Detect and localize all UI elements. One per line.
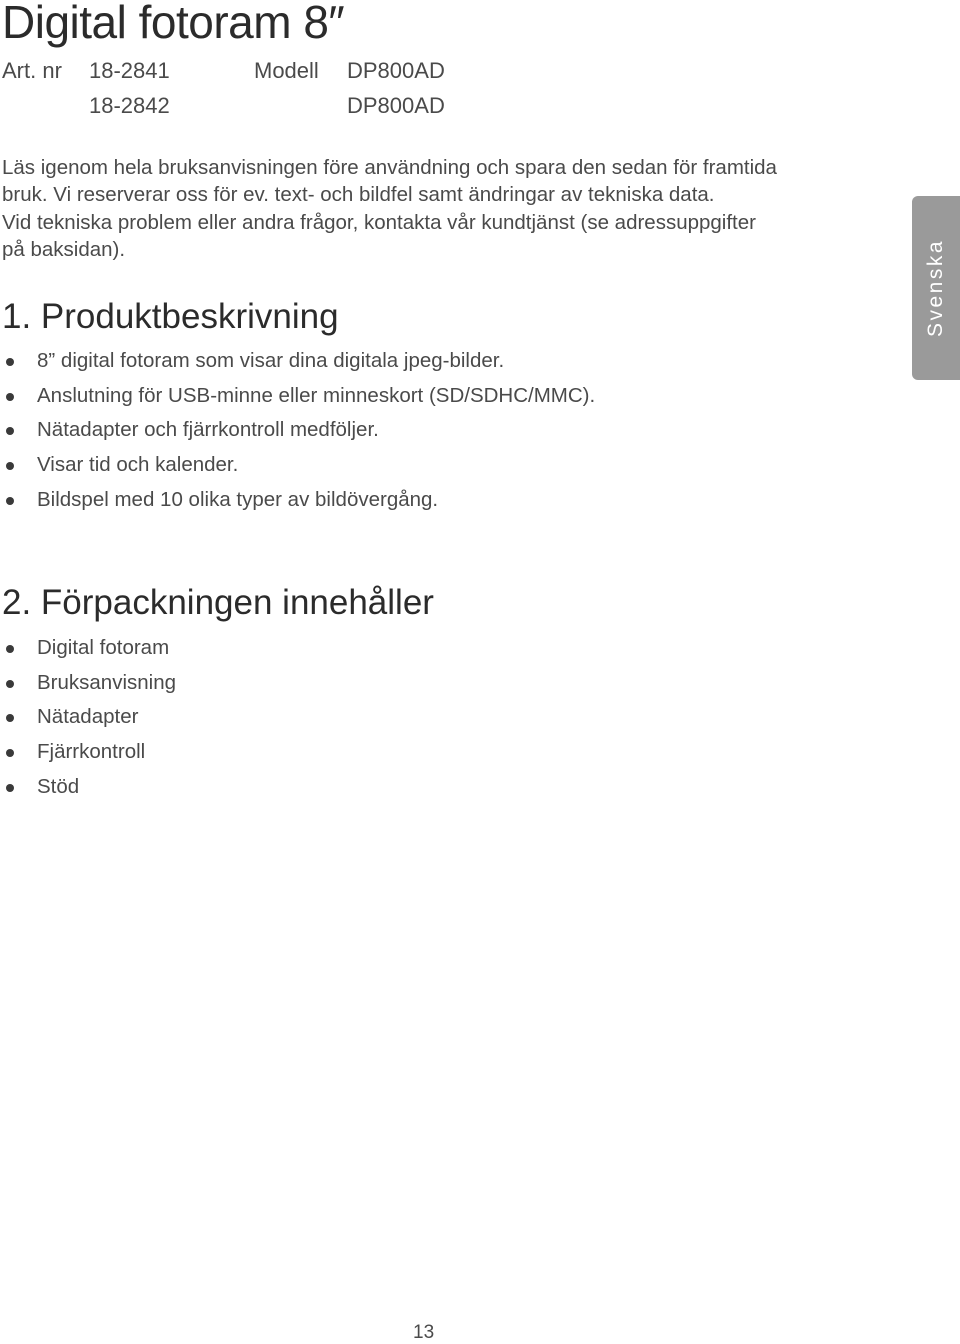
page-number: 13	[413, 1322, 435, 1343]
list-item: Visar tid och kalender.	[0, 448, 595, 483]
art-number: 18-2842	[89, 93, 170, 118]
intro-line: Vid tekniska problem eller andra frågor, kontakta vår kundtjänst (se adressuppgifter	[2, 210, 756, 234]
intro-line: Läs igenom hela bruksanvisningen före användning och spara den sedan för framtida	[2, 156, 777, 179]
art-label: Art. nr	[2, 58, 62, 83]
language-tab	[912, 196, 960, 380]
page-title: Digital fotoram 8″	[2, 0, 345, 48]
list-item: Stöd	[0, 770, 176, 805]
model-label: Modell	[254, 58, 319, 83]
list-item: 8” digital fotoram som visar dina digitala jpeg-bilder.	[0, 344, 595, 379]
art-number: 18-2841	[89, 58, 170, 83]
list-item: Bruksanvisning	[0, 666, 176, 701]
model-number: DP800AD	[347, 93, 445, 118]
list-item: Nätadapter	[0, 700, 176, 735]
model-number: DP800AD	[347, 58, 445, 83]
list-item: Digital fotoram	[0, 631, 176, 666]
intro-paragraph	[2, 154, 882, 264]
list-item: Nätadapter och fjärrkontroll medföljer.	[0, 413, 595, 448]
package-contents-list	[0, 631, 176, 804]
section-heading-package-contents: 2. Förpackningen innehåller	[2, 583, 434, 622]
list-item: Anslutning för USB-minne eller minneskort (SD/SDHC/MMC).	[0, 379, 595, 414]
intro-line: på baksidan).	[2, 238, 126, 262]
intro-line: bruk. Vi reserverar oss för ev. text- och bildfel samt ändringar av tekniska data.	[2, 183, 715, 207]
list-item: Fjärrkontroll	[0, 735, 176, 770]
language-tab-label: Svenska	[924, 238, 947, 338]
section-heading-product-description: 1. Produktbeskrivning	[2, 297, 339, 336]
product-feature-list	[0, 344, 595, 517]
list-item: Bildspel med 10 olika typer av bildövergång.	[0, 483, 595, 518]
